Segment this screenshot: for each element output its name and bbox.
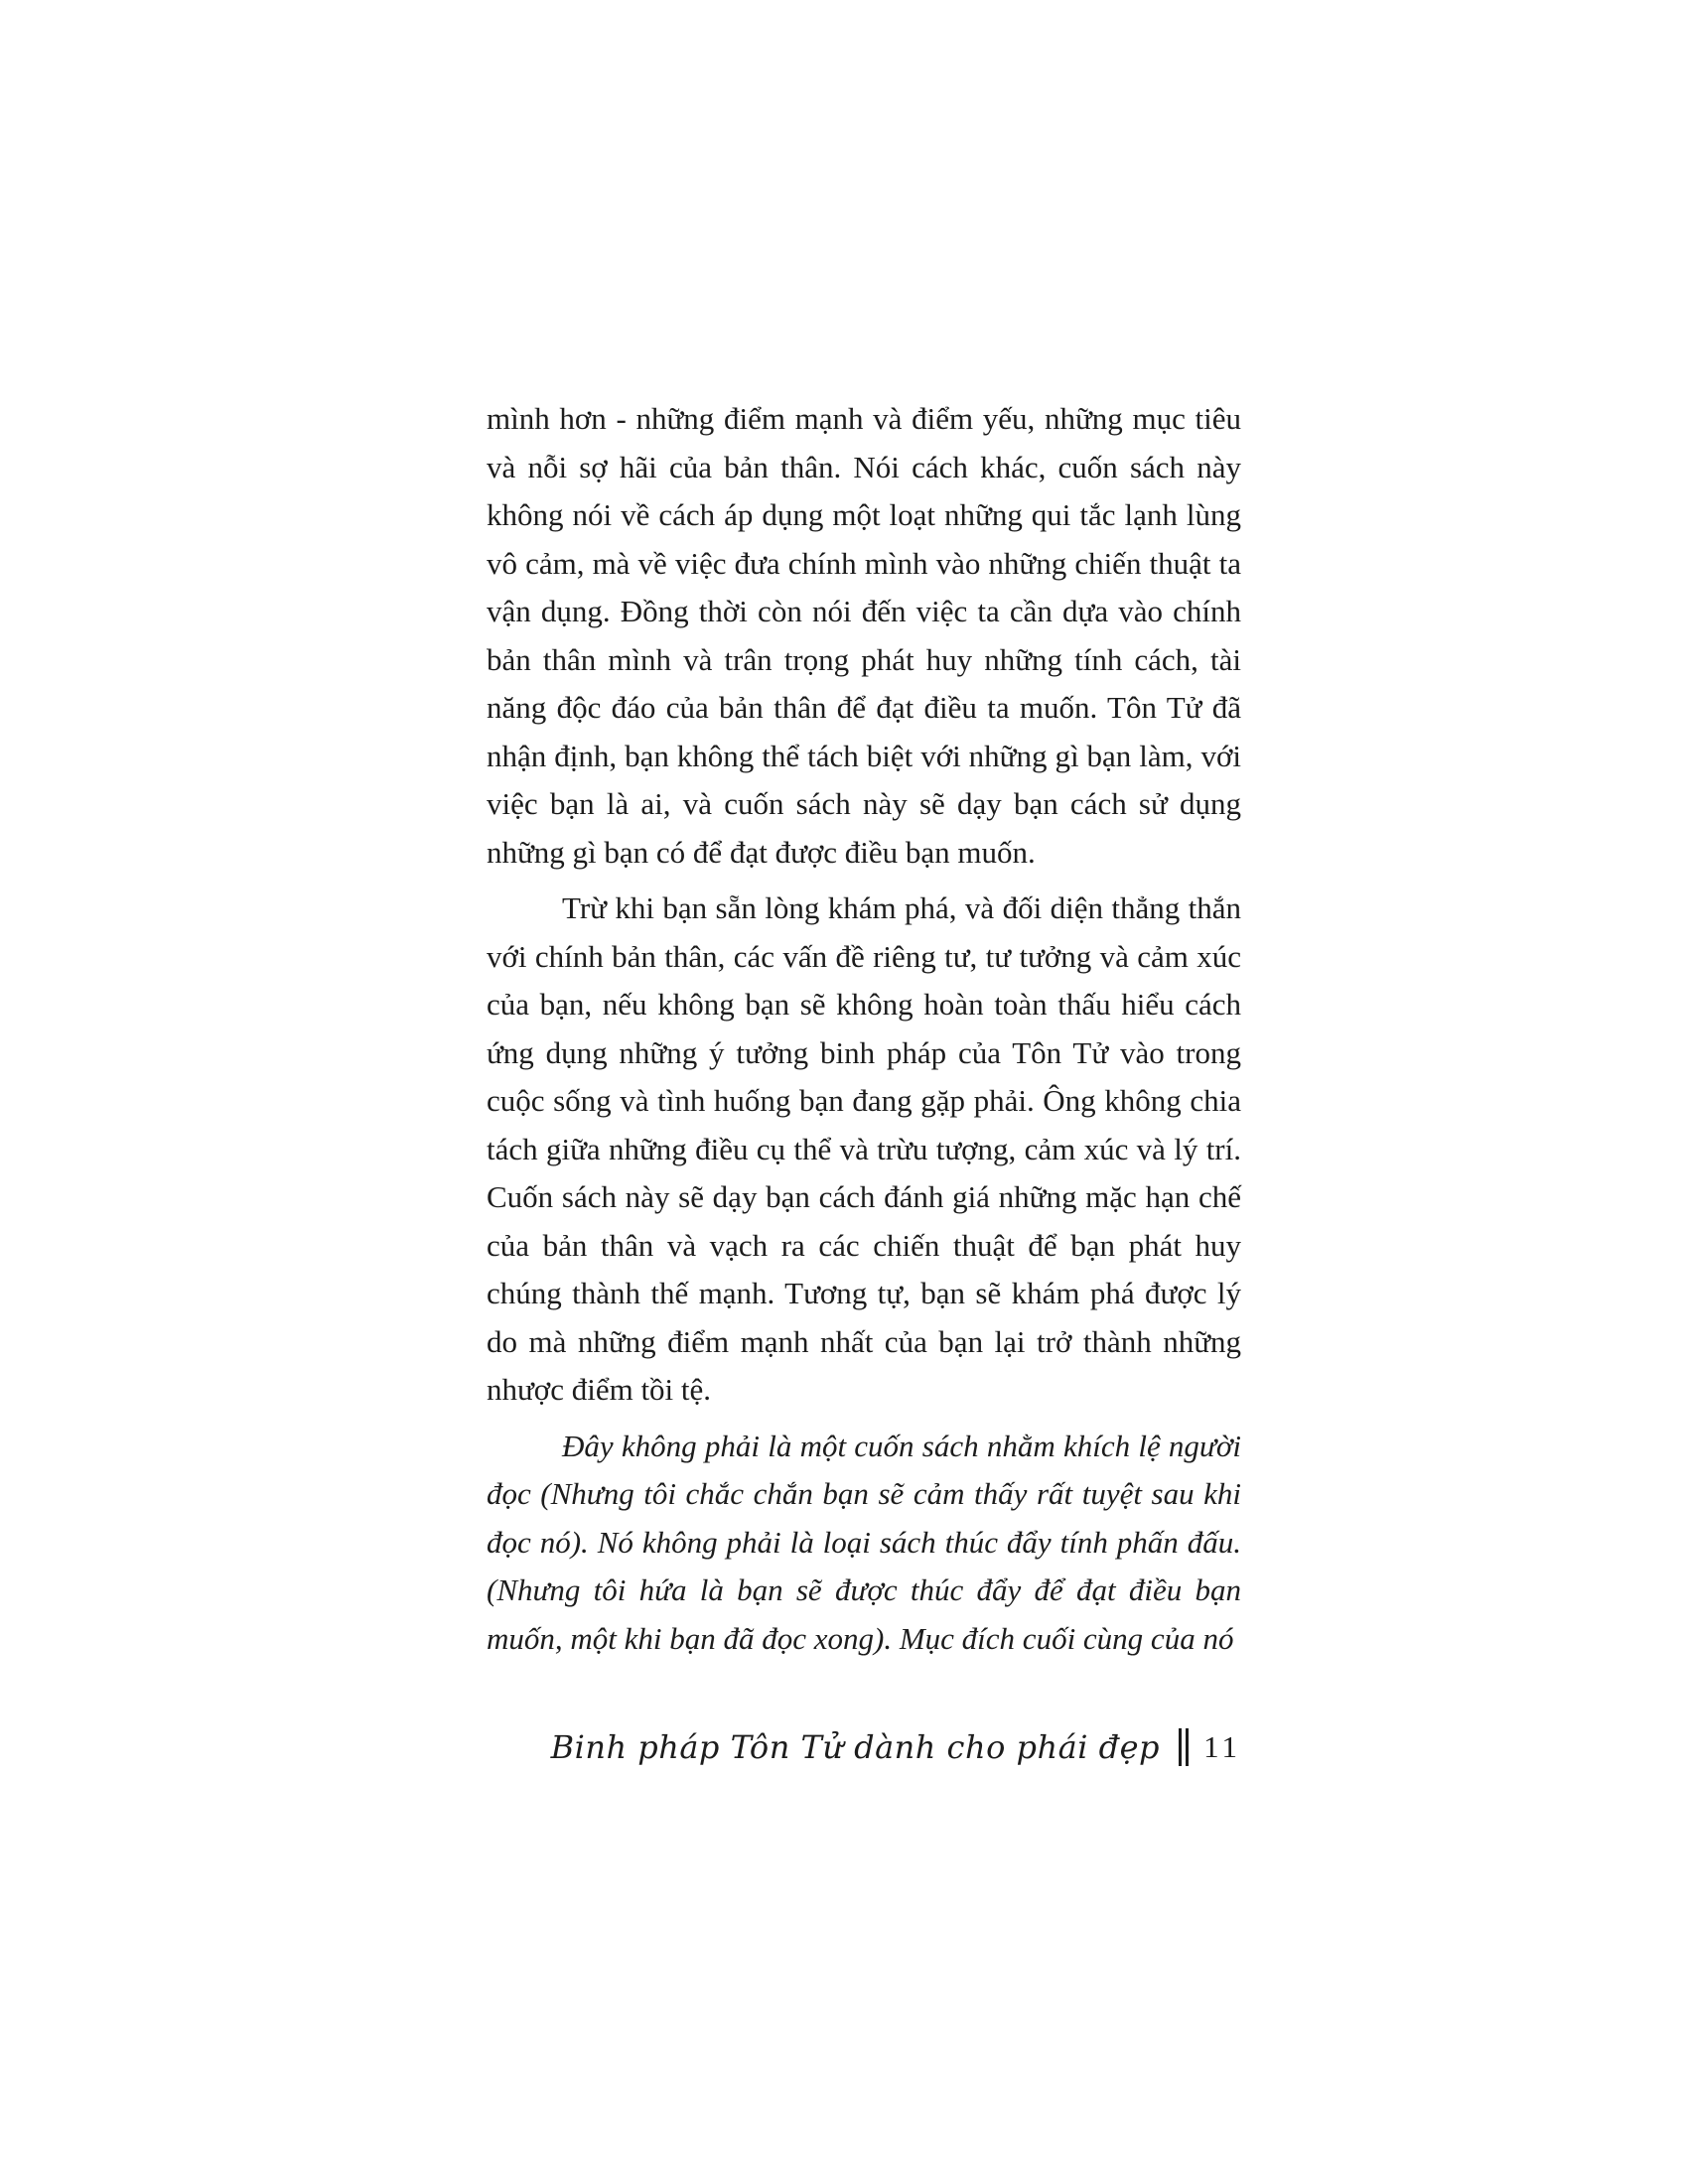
running-footer-title: Binh pháp Tôn Tử dành cho phái đẹp bbox=[550, 1728, 1160, 1766]
body-text bbox=[487, 395, 1241, 1671]
page-number: 11 bbox=[1203, 1729, 1241, 1764]
double-bar-separator bbox=[1179, 1728, 1190, 1766]
page-footer bbox=[487, 1722, 1241, 1772]
paragraph-continued: mình hơn - những điểm mạnh và điểm yếu, những mục tiêu và nỗi sợ hãi của bản thân. Nói cách khác, cuốn sách này không nói về cách áp dụng một loạt những qui tắc lạnh lùng vô cảm, mà về việc đưa chính mình vào những chiến thuật ta vận dụng. Đồng thời còn nói đến việc ta cần dựa vào chính bản thân mình và trân trọng phát huy những tính cách, tài năng độc đáo của bản thân để đạt điều ta muốn. Tôn Tử đã nhận định, bạn không thể tách biệt với những gì bạn làm, với việc bạn là ai, và cuốn sách này sẽ dạy bạn cách sử dụng những gì bạn có để đạt được điều bạn muốn. bbox=[487, 401, 1241, 870]
paragraph-2: Trừ khi bạn sẵn lòng khám phá, và đối diện thẳng thắn với chính bản thân, các vấn đề riêng tư, tư tưởng và cảm xúc của bạn, nếu không bạn sẽ không hoàn toàn thấu hiểu cách ứng dụng những ý tưởng binh pháp của Tôn Tử vào trong cuộc sống và tình huống bạn đang gặp phải. Ông không chia tách giữa những điều cụ thể và trừu tượng, cảm xúc và lý trí. Cuốn sách này sẽ dạy bạn cách đánh giá những mặc hạn chế của bản thân và vạch ra các chiến thuật để bạn phát huy chúng thành thế mạnh. Tương tự, bạn sẽ khám phá được lý do mà những điểm mạnh nhất của bạn lại trở thành những nhược điểm tồi tệ. bbox=[487, 890, 1241, 1407]
paragraph-3-italic: Đây không phải là một cuốn sách nhằm khích lệ người đọc (Nhưng tôi chắc chắn bạn sẽ cảm thấy rất tuyệt sau khi đọc nó). Nó không phải là loại sách thúc đẩy tính phấn đấu. (Nhưng tôi hứa là bạn sẽ được thúc đẩy để đạt điều bạn muốn, một khi bạn đã đọc xong). Mục đích cuối cùng của nó bbox=[487, 1428, 1241, 1656]
